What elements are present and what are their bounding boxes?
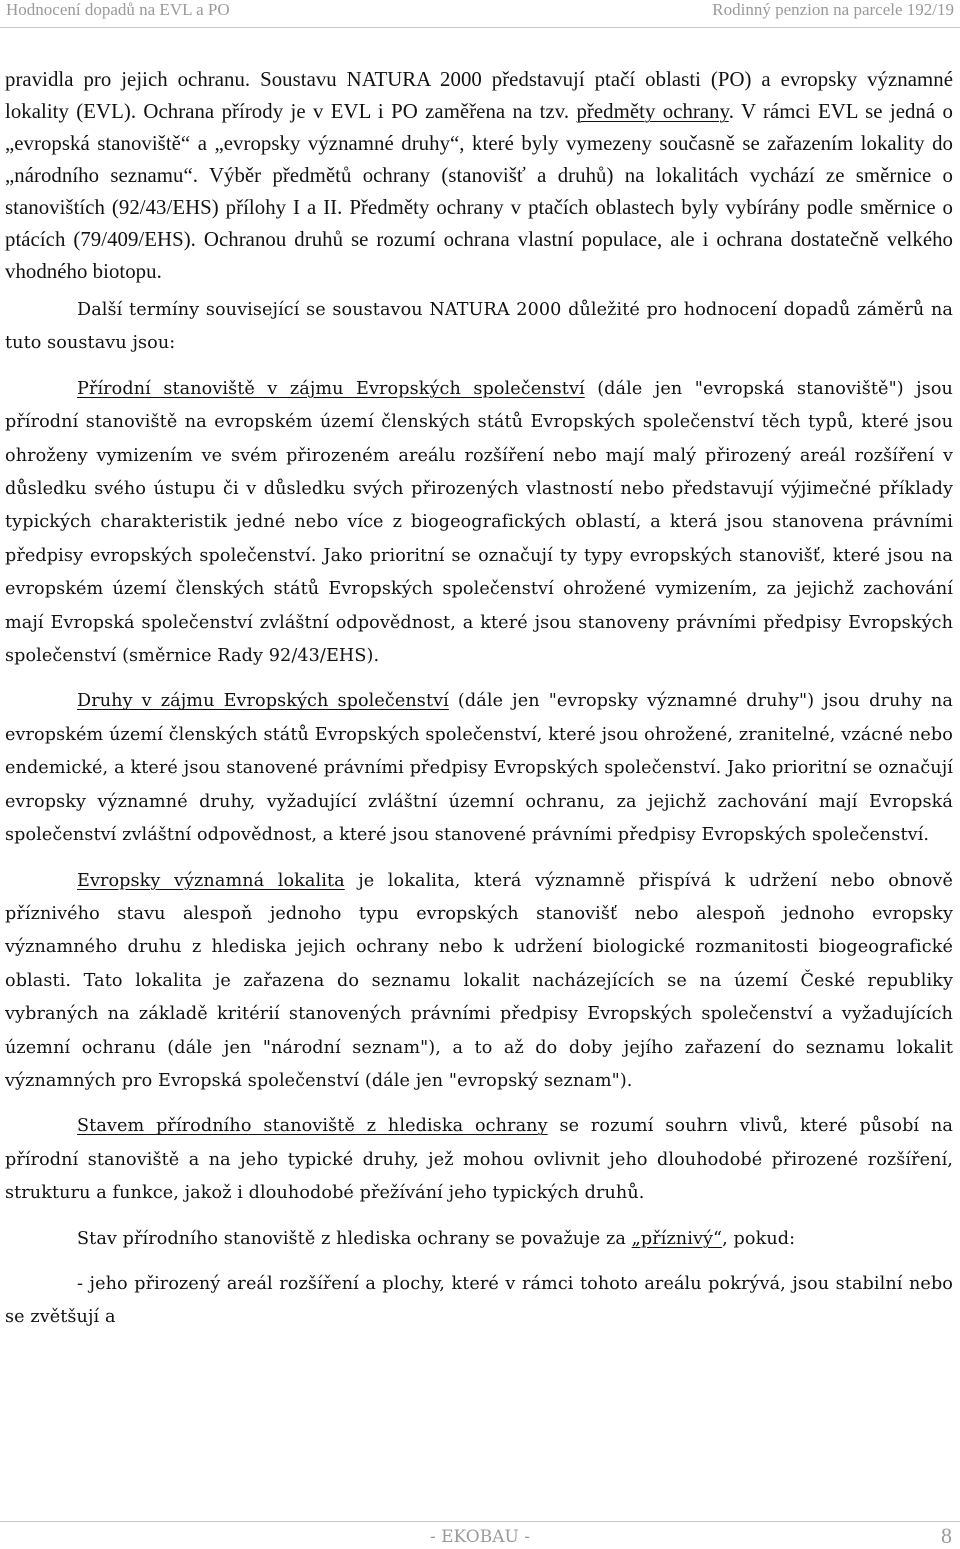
paragraph-condition-1: - jeho přirozený areál rozšíření a plochy, které v rámci tohoto areálu pokrývá, jsou stabilní nebo se zvětšují a bbox=[5, 1273, 953, 1328]
term-site: Evropsky významná lokalita bbox=[77, 870, 345, 891]
header-document-title: Hodnocení dopadů na EVL a PO bbox=[6, 0, 230, 19]
page-number: 8 bbox=[941, 1523, 952, 1548]
running-header bbox=[0, 0, 960, 24]
paragraph-species bbox=[5, 685, 953, 852]
paragraph-terms-intro: Další termíny související se soustavou NATURA 2000 důležité pro hodnocení dopadů záměrů na tuto soustavu jsou: bbox=[5, 300, 953, 354]
paragraph-conservation-status bbox=[5, 1110, 953, 1210]
term-species: Druhy v zájmu Evropských společenství bbox=[77, 691, 449, 712]
page-content bbox=[5, 64, 953, 1335]
term-habitats: Přírodní stanoviště v zájmu Evropských společenství bbox=[77, 378, 585, 399]
intro-text-2: . V rámci EVL se jedná o „evropská stanoviště“ a „evropsky významné druhy“, které byly vymezeny současně se zařazením lokality do „národního seznamu“. bbox=[5, 100, 953, 187]
header-divider bbox=[0, 27, 960, 28]
intro-text-3: Výběr předmětů ochrany (stanovišť a druhů) na lokalitách vychází ze směrnice o stanovištích (92/43/EHS) přílohy I a II. Předměty ochrany v ptačích oblastech byly vybírány podle směrnice o ptácích (79/409/EHS). Ochranou druhů se rozumí ochrana vlastní populace, ale i ochrana dostatečně velkého vhodného biotopu. bbox=[5, 164, 953, 283]
favourable-text-1: Stav přírodního stanoviště z hlediska ochrany se považuje za bbox=[77, 1228, 632, 1249]
footer-divider bbox=[0, 1521, 960, 1522]
intro-paragraph bbox=[5, 64, 953, 288]
definition-species: (dále jen "evropsky významné druhy") jsou druhy na evropském území členských států Evropských společenství, které jsou ohrožené, zranitelné, vzácné nebo endemické, a které jsou stanovené právními předpisy Evropských společenství. Jako prioritní se označují evropsky významné druhy, vyžadující zvláštní územní ochranu, za jejichž zachování mají Evropská společenství zvláštní odpovědnost, a které jsou stanovené právními předpisy Evropských společenství. bbox=[5, 691, 953, 846]
intro-underlined-term: předměty ochrany bbox=[576, 100, 729, 123]
footer-company: - EKOBAU - bbox=[430, 1527, 530, 1547]
paragraph-site bbox=[5, 865, 953, 1099]
intro-text-1: pravidla pro jejich ochranu. Soustavu NATURA 2000 představují ptačí oblasti (PO) a evropsky významné lokality (EVL). Ochrana přírody je v EVL i PO zaměřena na tzv. bbox=[5, 68, 953, 123]
term-favourable: „příznivý“ bbox=[631, 1228, 723, 1249]
header-project-title: Rodinný penzion na parcele 192/19 bbox=[712, 0, 954, 19]
term-conservation-status: Stavem přírodního stanoviště z hlediska ochrany bbox=[77, 1116, 548, 1137]
paragraph-habitats bbox=[5, 373, 953, 674]
definition-site: je lokalita, která významně přispívá k udržení nebo obnově příznivého stavu alespoň jednoho typu evropských stanovišť nebo alespoň jednoho evropsky významného druhu z hlediska jejich ochrany nebo k udržení biologické rozmanitosti biogeografické oblasti. Tato lokalita je zařazena do seznamu lokalit nacházejících se na území České republiky vybraných na základě kritérií stanovených právními předpisy Evropských společenství a vyžadujících územní ochranu (dále jen "národní seznam"), a to až do doby jejího zařazení do seznamu lokalit významných pro Evropská společenství (dále jen "evropský seznam"). bbox=[5, 870, 953, 1091]
definition-habitats: (dále jen "evropská stanoviště") jsou přírodní stanoviště na evropském území členských států Evropských společenství těch typů, které jsou ohroženy vymizením ve svém přirozeném areálu rozšíření nebo mají malý přirozený areál rozšíření v důsledku svého ústupu či v důsledku svých přirozených vlastností nebo představují výjimečné příklady typických charakteristik jedné nebo více z biogeografických oblastí, a která jsou stanovena právními předpisy evropských společenství. Jako prioritní se označují ty typy evropských stanovišť, které jsou na evropském území členských států Evropských společenství ohrožené vymizením, za jejichž zachování mají Evropská společenství zvláštní odpovědnost, a které jsou stanoveny právními předpisy Evropských společenství (směrnice Rady 92/43/EHS). bbox=[5, 378, 953, 667]
definition-conservation-status: se rozumí souhrn vlivů, které působí na přírodní stanoviště a na jeho typické druhy, jež mohou ovlivnit jeho dlouhodobé přirozené rozšíření, strukturu a funkce, jakož i dlouhodobé přežívání jeho typických druhů. bbox=[5, 1116, 953, 1204]
favourable-text-2: , pokud: bbox=[722, 1228, 796, 1249]
paragraph-favourable bbox=[5, 1223, 953, 1256]
